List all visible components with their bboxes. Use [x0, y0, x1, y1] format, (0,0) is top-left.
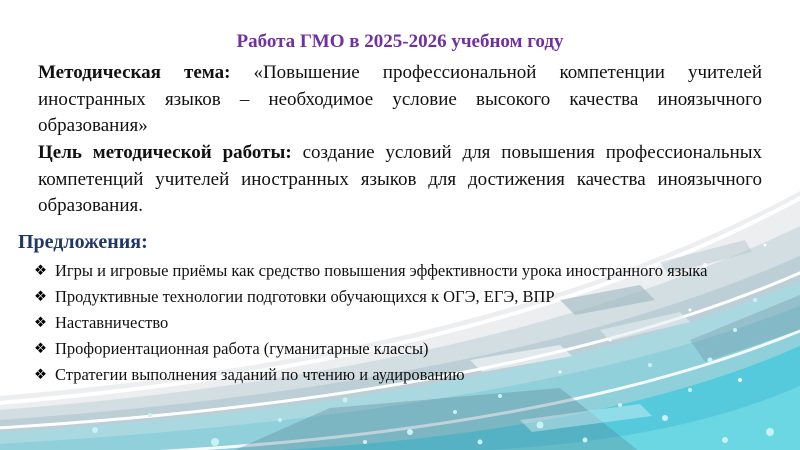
- methodical-theme-lead: Методическая тема:: [38, 62, 231, 83]
- list-item-text: Профориентационная работа (гуманитарные классы): [55, 339, 429, 358]
- list-item-text: Наставничество: [55, 313, 169, 332]
- slide-title: Работа ГМО в 2025-2026 учебном году: [236, 31, 564, 52]
- proposals-list: [34, 258, 784, 388]
- diamond-bullet-icon: ❖: [34, 315, 47, 331]
- diamond-bullet-icon: ❖: [34, 263, 47, 279]
- goal-text: создание условий для повышения профессиональных компетенций учителей иностранных языков для достижения качества иноязычного образования.: [38, 142, 763, 216]
- list-item: [34, 310, 784, 336]
- list-item: [34, 258, 784, 284]
- diamond-bullet-icon: ❖: [34, 367, 47, 383]
- list-item: [34, 362, 784, 388]
- goal-paragraph: [38, 140, 762, 220]
- list-item-text: Стратегии выполнения заданий по чтению и аудированию: [55, 365, 465, 384]
- diamond-bullet-icon: ❖: [34, 289, 47, 305]
- diamond-bullet-icon: ❖: [34, 341, 47, 357]
- goal-lead: Цель методической работы:: [38, 142, 292, 163]
- list-item-text: Продуктивные технологии подготовки обучающихся к ОГЭ, ЕГЭ, ВПР: [55, 287, 555, 306]
- methodical-theme-paragraph: [38, 60, 762, 140]
- proposals-heading: Предложения:: [18, 231, 148, 253]
- list-item: [34, 284, 784, 310]
- methodical-theme-text: «Повышение профессиональной компетенции учителей иностранных языков – необходимое условие высокого качества иноязычного образования»: [38, 62, 762, 136]
- list-item: [34, 336, 784, 362]
- list-item-text: Игры и игровые приёмы как средство повышения эффективности урока иностранного языка: [55, 261, 708, 280]
